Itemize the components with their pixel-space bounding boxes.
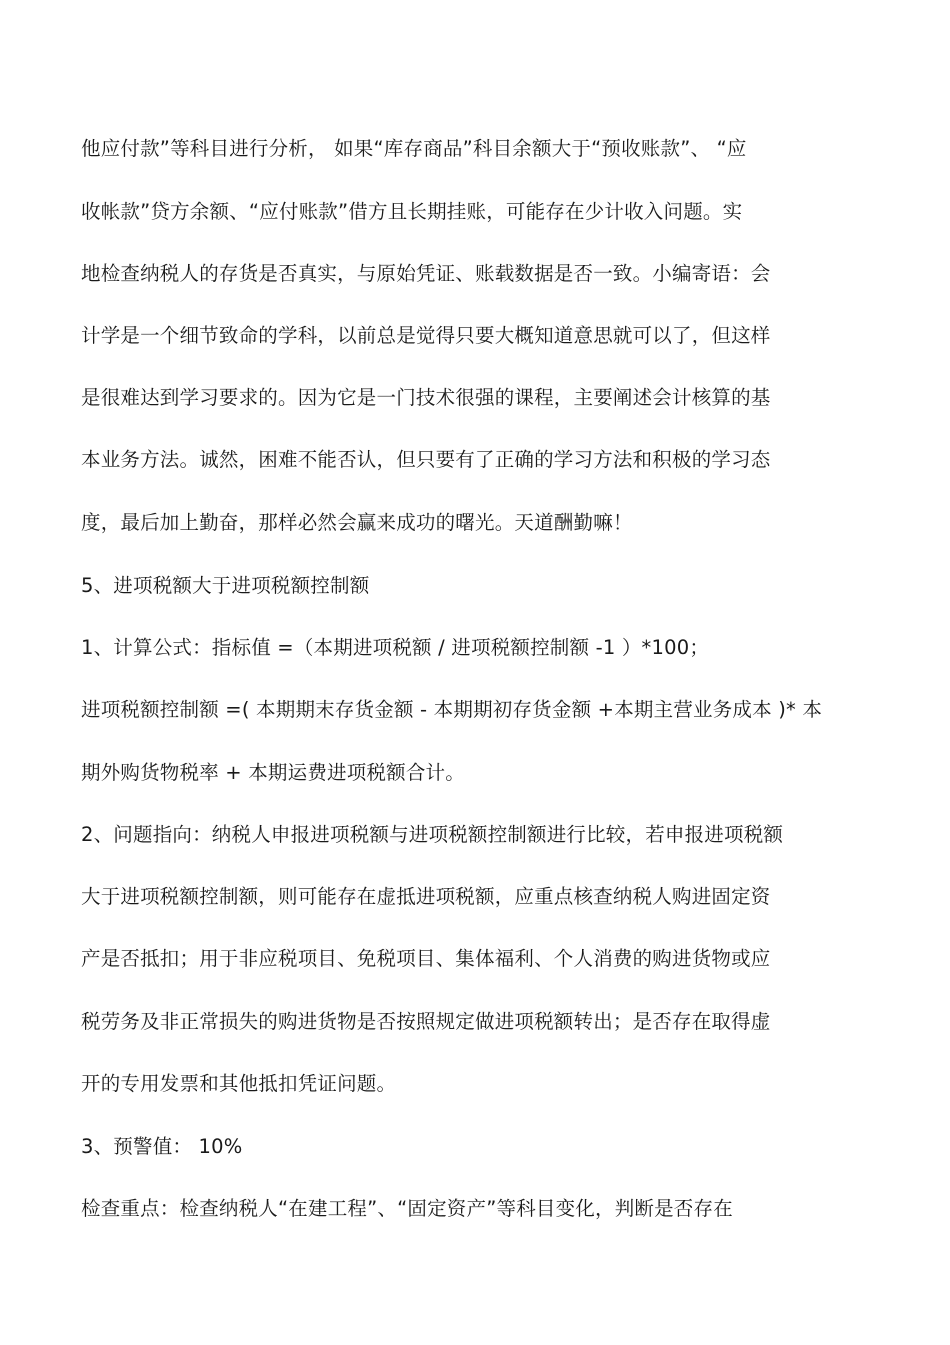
text-line-6: 本业务方法。诚然，困难不能否认，但只要有了正确的学习方法和积极的学习态	[81, 448, 771, 471]
text-line-4: 计学是一个细节致命的学科，以前总是觉得只要大概知道意思就可以了，但这样	[81, 324, 771, 347]
problem-line-2: 大于进项税额控制额，则可能存在虚抵进项税额，应重点核查纳税人购进固定资	[81, 885, 771, 908]
text-line-5: 是很难达到学习要求的。因为它是一门技术很强的课程，主要阐述会计核算的基	[81, 386, 771, 409]
check-focus-line: 检查重点：检查纳税人“在建工程”、“固定资产”等科目变化，判断是否存在	[81, 1197, 733, 1220]
formula-definition-line-1: 进项税额控制额 =( 本期期末存货金额 - 本期期初存货金额 +本期主营业务成本 )* 本	[81, 698, 823, 721]
text-line-3: 地检查纳税人的存货是否真实，与原始凭证、账载数据是否一致。小编寄语：会	[81, 262, 771, 285]
problem-line-5: 开的专用发票和其他抵扣凭证问题。	[81, 1072, 397, 1095]
formula-definition-line-2: 期外购货物税率 + 本期运费进项税额合计。	[81, 761, 465, 784]
warning-value-line: 3、预警值： 10%	[81, 1135, 243, 1158]
text-line-2: 收帐款”贷方余额、“应付账款”借方且长期挂账，可能存在少计收入问题。实	[81, 200, 743, 223]
problem-line-4: 税劳务及非正常损失的购进货物是否按照规定做进项税额转出；是否存在取得虚	[81, 1010, 771, 1033]
section-heading: 5、进项税额大于进项税额控制额	[81, 574, 370, 597]
text-line-7: 度，最后加上勤奋，那样必然会赢来成功的曙光。天道酬勤嘛！	[81, 511, 633, 534]
problem-line-3: 产是否抵扣；用于非应税项目、免税项目、集体福利、个人消费的购进货物或应	[81, 947, 771, 970]
text-line-1: 他应付款”等科目进行分析， 如果“库存商品”科目余额大于“预收账款”、 “应	[81, 137, 747, 160]
formula-line: 1、计算公式：指标值 =（本期进项税额 / 进项税额控制额 -1 ）*100；	[81, 636, 710, 659]
problem-line-1: 2、问题指向：纳税人申报进项税额与进项税额控制额进行比较，若申报进项税额	[81, 823, 784, 846]
